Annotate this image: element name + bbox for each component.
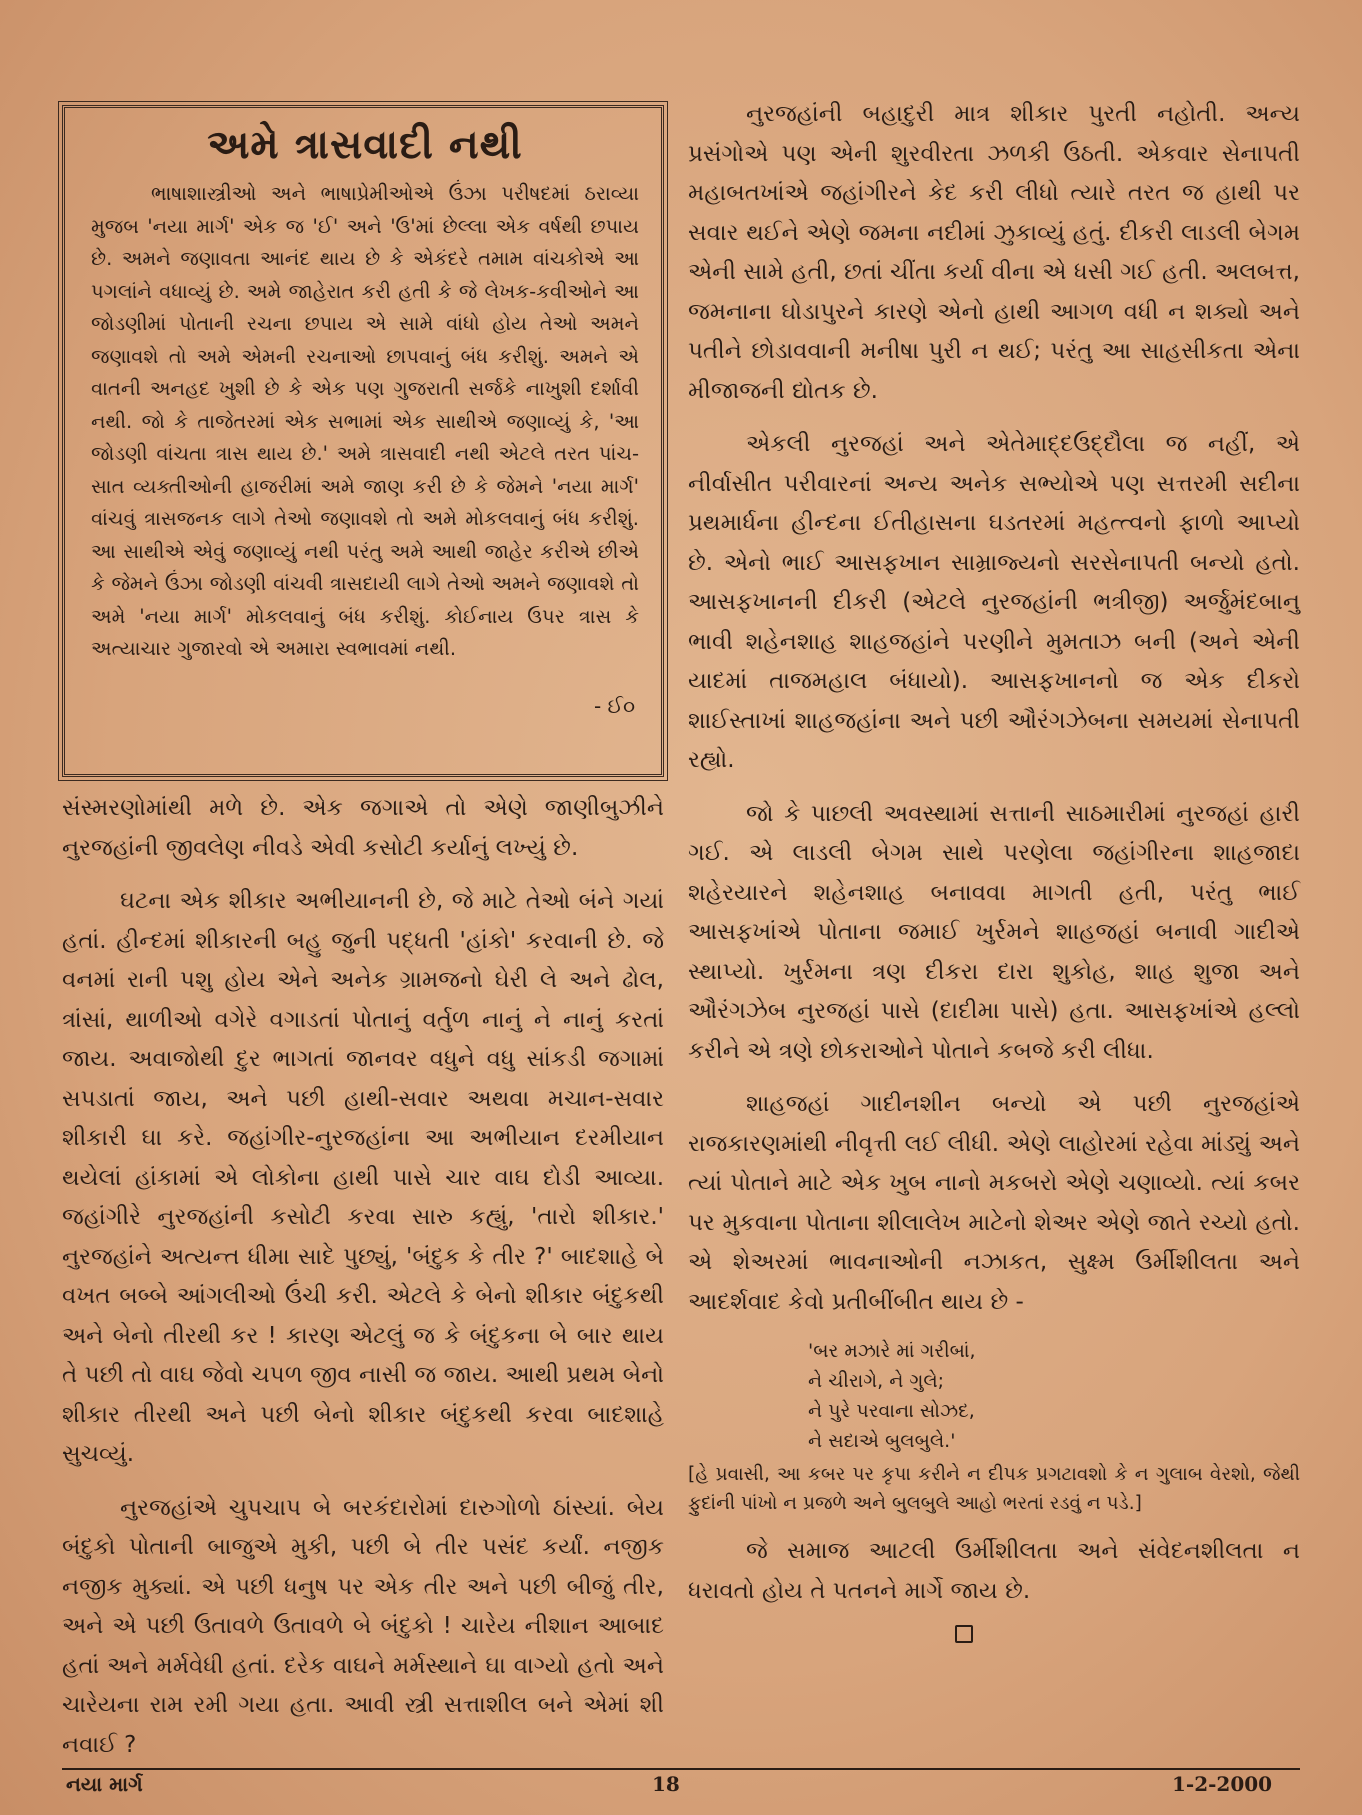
paragraph: ઘટના એક શીકાર અભીયાનની છે, જે માટે તેઓ બંને ગયાં હતાં. હીન્દમાં શીકારની બહુ જુની પદ્ધતી 'હાંકો' કરવાની છે. જે વનમાં રાની પશુ હોય એને અનેક ગ્રામજનો ઘેરી લે અને ઢોલ, ત્રાંસાં, થાળીઓ વગેરે વગાડતાં પોતાનું વર્તુળ નાનું ને નાનું કરતાં જાય. અવાજોથી દુર ભાગતાં જાનવર વધુને વધુ સાંકડી જગામાં સપડાતાં જાય, અને પછી હાથી-સવાર અથવા મચાન-સવાર શીકારી ઘા કરે. જહાંગીર-નુરજહાંના આ અભીયાન દરમીયાન થયેલાં હાંકામાં એ લોકોના હાથી પાસે ચાર વાઘ દોડી આવ્યા. જહાંગીરે નુરજહાંની કસોટી કરવા સારુ કહ્યું, 'તારો શીકાર.' નુરજહાંને અત્યન્ત ધીમા સાદે પુછ્યું, 'બંદુક કે તીર ?' બાદશાહે બે વખત બબ્બે આંગલીઓ ઉંચી કરી. એટલે કે બેનો શીકાર બંદુકથી અને બેનો તીરથી કર ! કારણ એટલું જ કે બંદુકના બે બાર થાય તે પછી તો વાઘ જેવો ચપળ જીવ નાસી જ જાય. આથી પ્રથમ બેનો શીકાર તીરથી અને પછી બેનો શીકાર બંદુકથી કરવા બાદશાહે સુચવ્યું. — [62, 888, 664, 1467]
page-number: 18 — [652, 1772, 680, 1796]
poem-line: ને સદાએ બુલબુલે.' — [808, 1430, 956, 1452]
poem-translation: [હે પ્રવાસી, આ કબર પર કૃપા કરીને ન દીપક પ્રગટાવશો કે ન ગુલાબ વેરશો, જેથી ફુદાંની પાંખો ન પ્રજળે અને બુલબુલે આહો ભરતાં રડવું ન પડે.] — [688, 1464, 1300, 1514]
paragraph: જો કે પાછલી અવસ્થામાં સત્તાની સાઠમારીમાં નુરજહાં હારી ગઈ. એ લાડલી બેગમ સાથે પરણેલા જહાંગીરના શાહજાદા શહેરયારને શહેનશાહ બનાવવા માગતી હતી, પરંતુ ભાઈ આસફખાંએ પોતાના જમાઈ ખુર્રમને શાહજહાં બનાવી ગાદીએ સ્થાપ્યો. ખુર્રમના ત્રણ દીકરા દારા શુકોહ, શાહ શુજા અને ઔરંગઝેબ નુરજહાં પાસે (દાદીમા પાસે) હતા. આસફખાંએ હલ્લો કરીને એ ત્રણે છોકરાઓને પોતાને કબજે કરી લીધા. — [688, 800, 1300, 1064]
paragraph: સંસ્મરણોમાંથી મળે છે. એક જગાએ તો એણે જાણીબુઝીને નુરજહાંની જીવલેણ નીવડે એવી કસોટી કર્યાનું લખ્યું છે. — [62, 795, 664, 861]
paragraph: નુરજહાંએ ચુપચાપ બે બરકંદારોમાં દારુગોળો ઠાંસ્યાં. બેય બંદુકો પોતાની બાજુએ મુકી, પછી બે તીર પસંદ કર્યાં. નજીક નજીક મુક્યાં. એ પછી ધનુષ પર એક તીર અને પછી બીજું તીર, અને એ પછી ઉતાવળે ઉતાવળે બે બંદુકો ! ચારેય નીશાન આબાદ હતાં અને મર્મવેધી હતાં. દરેક વાઘને મર્મસ્થાને ઘા વાગ્યો હતો અને ચારેયના રામ રમી ગયા હતા. આવી સ્ત્રી સત્તાશીલ બને એમાં શી નવાઈ ? — [62, 1494, 664, 1758]
paragraph: શાહજહાં ગાદીનશીન બન્યો એ પછી નુરજહાંએ રાજકારણમાંથી નીવૃત્તી લઈ લીધી. એણે લાહોરમાં રહેવા માંડ્યું અને ત્યાં પોતાને માટે એક ખુબ નાનો મકબરો એણે ચણાવ્યો. ત્યાં કબર પર મુકવાના પોતાના શીલાલેખ માટેનો શેઅર એણે જાતે રચ્યો હતો. એ શેઅરમાં ભાવનાઓની નઝાકત, સુક્ષ્મ ઉર્મીશીલતા અને આદર્શવાદ કેવો પ્રતીબીંબીત થાય છે - — [688, 1091, 1300, 1315]
end-mark-icon — [955, 1625, 973, 1643]
paragraph: નુરજહાંની બહાદુરી માત્ર શીકાર પુરતી નહોતી. અન્ય પ્રસંગોએ પણ એની શુરવીરતા ઝળકી ઉઠતી. એકવાર સેનાપતી મહાબતખાંએ જહાંગીરને કેદ કરી લીધો ત્યારે તરત જ હાથી પર સવાર થઈને એણે જમના નદીમાં ઝુકાવ્યું હતું. દીકરી લાડલી બેગમ એની સામે હતી, છતાં ચીંતા કર્યા વીના એ ધસી ગઈ હતી. અલબત્ત, જમનાના ઘોડાપુરને કારણે એનો હાથી આગળ વધી ન શક્યો અને પતીને છોડાવવાની મનીષા પુરી ન થઈ; પરંતુ આ સાહસીકતા એના મીજાજની દ્યોતક છે. — [688, 101, 1300, 404]
poem-line: ને પુરે પરવાના સોઝદ, — [808, 1400, 975, 1422]
editorial-box — [62, 105, 664, 777]
box-text: ભાષાશાસ્ત્રીઓ અને ભાષાપ્રેમીઓએ ઉંઝા પરીષદમાં ઠરાવ્યા મુજબ 'નયા માર્ગ' એક જ 'ઈ' અને 'ઉ'માં છેલ્લા એક વર્ષથી છપાય છે. અમને જણાવતા આનંદ થાય છે કે એકંદરે તમામ વાંચકોએ આ પગલાંને વધાવ્યું છે. અમે જાહેરાત કરી હતી કે જે લેખક-કવીઓને આ જોડણીમાં પોતાની રચના છપાય એ સામે વાંધો હોય તેઓ અમને જણાવશે તો અમે એમની રચનાઓ છાપવાનું બંધ કરીશું. અમને એ વાતની અનહદ ખુશી છે કે એક પણ ગુજરાતી સર્જકે નાખુશી દર્શાવી નથી. જો કે તાજેતરમાં એક સભામાં એક સાથીએ જણાવ્યું કે, 'આ જોડણી વાંચતા ત્રાસ થાય છે.' અમે ત્રાસવાદી નથી એટલે તરત પાંચ-સાત વ્યક્તીઓની હાજરીમાં અમે જાણ કરી છે કે જેમને 'નયા માર્ગ' વાંચવું ત્રાસજનક લાગે તેઓ જણાવશે તો અમે મોકલવાનું બંધ કરીશું. આ સાથીએ એવું જણાવ્યું નથી પરંતુ અમે આથી જાહેર કરીએ છીએ કે જેમને ઉંઝા જોડણી વાંચવી ત્રાસદાયી લાગે તેઓ અમને જણાવશે તો અમે 'નયા માર્ગ' મોકલવાનું બંધ કરીશું. કોઈનાય ઉપર ત્રાસ કે અત્યાચાર ગુજારવો એ અમારા સ્વભાવમાં નથી. — [91, 182, 639, 660]
box-signature: - ઈ૦ — [593, 693, 635, 718]
poem-line: 'બર મઝારે માં ગરીબાં, — [808, 1340, 976, 1362]
right-column — [688, 95, 1300, 1643]
left-article-text — [62, 789, 664, 1765]
box-title: અમે ત્રાસવાદી નથી — [207, 122, 523, 168]
paragraph: એકલી નુરજહાં અને એતેમાદ્દઉદ્દૌલા જ નહીં, એ નીર્વાસીત પરીવારનાં અન્ય અનેક સભ્યોએ પણ સત્તરમી સદીના પ્રથમાર્ધના હીન્દના ઈતીહાસના ઘડતરમાં મહત્ત્વનો ફાળો આપ્યો છે. એનો ભાઈ આસફખાન સામ્રાજ્યનો સરસેનાપતી બન્યો હતો. આસફખાનની દીકરી (એટલે નુરજહાંની ભત્રીજી) અર્જુમંદબાનુ ભાવી શહેનશાહ શાહજહાંને પરણીને મુમતાઝ બની (અને એની યાદમાં તાજમહાલ બંધાયો). આસફખાનનો જ એક દીકરો શાઈસ્તાખાં શાહજહાંના અને પછી ઔરંગઝેબના સમયમાં સેનાપતી રહ્યો. — [688, 431, 1300, 773]
left-column — [62, 95, 664, 1779]
poem-line: ને ચીરાગે, ને ગુલે; — [808, 1370, 945, 1392]
footer-publication: નયા માર્ગ — [66, 1772, 143, 1796]
closing-paragraph: જે સમાજ આટલી ઉર્મીશીલતા અને સંવેદનશીલતા ન ધરાવતો હોય તે પતનને માર્ગે જાય છે. — [688, 1538, 1300, 1604]
poem — [808, 1336, 1300, 1456]
footer-rule — [62, 1768, 1300, 1770]
footer-date: 1-2-2000 — [1172, 1772, 1273, 1796]
